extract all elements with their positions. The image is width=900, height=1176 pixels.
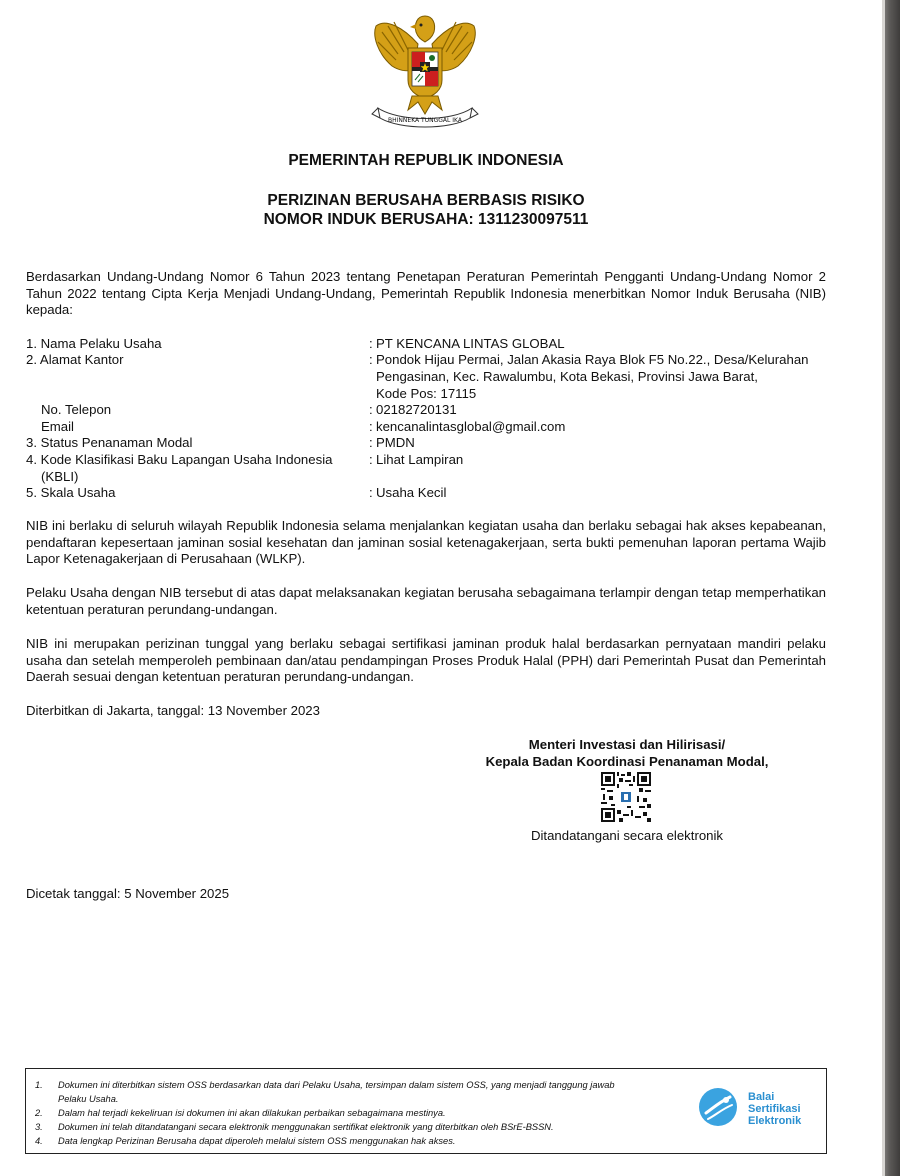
field-label: 5. Skala Usaha bbox=[26, 485, 116, 500]
field-value: Pengasinan, Kec. Rawalumbu, Kota Bekasi, Provinsi Jawa Barat, bbox=[376, 369, 758, 384]
signatory-title-line-1: Menteri Investasi dan Hilirisasi/ bbox=[528, 737, 726, 752]
qr-code-icon bbox=[601, 772, 651, 822]
footnote-number: 3. bbox=[35, 1122, 43, 1132]
field-label: 3. Status Penanaman Modal bbox=[26, 435, 193, 450]
signatory-title-line-2: Kepala Badan Koordinasi Penanaman Modal, bbox=[485, 754, 769, 769]
field-value: PMDN bbox=[376, 435, 415, 450]
field-label: (KBLI) bbox=[41, 469, 79, 484]
bsre-name-line-2: Sertifikasi bbox=[748, 1103, 801, 1115]
government-name: PEMERINTAH REPUBLIK INDONESIA bbox=[288, 152, 564, 169]
field-value: Kode Pos: 17115 bbox=[376, 386, 477, 401]
footer-notes-box bbox=[25, 1068, 827, 1154]
intro-paragraph: Berdasarkan Undang-Undang Nomor 6 Tahun 2023 tentang Penetapan Peraturan Pemerintah Pengganti Undang-Undang Nomor 2 Tahun 2022 tentang Cipta Kerja Menjadi Undang-Undang, Pemerintah Republik Indonesia menerbitkan Nomor Induk Berusaha (NIB) kepada: bbox=[26, 269, 826, 317]
footnote-text: Dokumen ini telah ditandatangani secara elektronik menggunakan sertifikat elektronik yang diterbitkan oleh BSrE-BSSN. bbox=[58, 1122, 554, 1132]
background-edge bbox=[882, 0, 900, 1176]
field-value: Lihat Lampiran bbox=[376, 452, 464, 467]
bsre-logo-icon bbox=[698, 1087, 738, 1127]
field-colon: : bbox=[369, 485, 373, 500]
garuda-emblem-icon bbox=[368, 10, 482, 132]
field-colon: : bbox=[369, 352, 373, 367]
field-value: PT KENCANA LINTAS GLOBAL bbox=[376, 336, 565, 351]
field-value: 02182720131 bbox=[376, 402, 457, 417]
field-value: kencanalintasglobal@gmail.com bbox=[376, 419, 566, 434]
field-label: 4. Kode Klasifikasi Baku Lapangan Usaha Indonesia bbox=[26, 452, 333, 467]
paragraph-halal-certification: NIB ini merupakan perizinan tunggal yang berlaku sebagai sertifikasi jaminan produk halal berdasarkan pernyataan mandiri pelaku usaha dan setelah memperoleh pembinaan dan/atau pendampingan Proses Produk Halal (PPH) dari Pemerintah Pusat dan Pemerintah Daerah sesuai dengan ketentuan peraturan perundang-undangan. bbox=[26, 636, 826, 684]
footnote-item bbox=[35, 1121, 695, 1135]
footnote-text: Pelaku Usaha. bbox=[58, 1094, 119, 1104]
field-label: Email bbox=[41, 419, 74, 434]
field-colon: : bbox=[369, 419, 373, 434]
issued-date: Diterbitkan di Jakarta, tanggal: 13 November 2023 bbox=[26, 703, 320, 718]
emblem-motto: BHINNEKA TUNGGAL IKA bbox=[388, 117, 462, 124]
footnote-number: 2. bbox=[35, 1108, 43, 1118]
field-colon: : bbox=[369, 452, 373, 467]
footnote-item bbox=[35, 1135, 695, 1149]
printed-date: Dicetak tanggal: 5 November 2025 bbox=[26, 886, 230, 901]
document-title: PERIZINAN BERUSAHA BERBASIS RISIKO bbox=[267, 192, 585, 209]
bsre-name bbox=[748, 1091, 801, 1127]
footnote-number: 1. bbox=[35, 1080, 43, 1090]
footnote-text: Dokumen ini diterbitkan sistem OSS berdasarkan data dari Pelaku Usaha, tersimpan dalam sistem OSS, yang menjadi tanggung jawab bbox=[58, 1080, 615, 1090]
footnote-number: 4. bbox=[35, 1136, 43, 1146]
footnote-item bbox=[35, 1107, 695, 1121]
bsre-name-line-1: Balai bbox=[748, 1091, 775, 1103]
nib-number: NOMOR INDUK BERUSAHA: 1311230097511 bbox=[263, 211, 589, 228]
footnote-item bbox=[35, 1093, 695, 1107]
paragraph-business-activity: Pelaku Usaha dengan NIB tersebut di atas dapat melaksanakan kegiatan berusaha sebagaimana terlampir dengan tetap memperhatikan ketentuan peraturan perundang-undangan. bbox=[26, 585, 826, 617]
bsre-name-line-3: Elektronik bbox=[748, 1115, 802, 1127]
field-value: Pondok Hijau Permai, Jalan Akasia Raya Blok F5 No.22., Desa/Kelurahan bbox=[376, 352, 809, 367]
field-label: No. Telepon bbox=[41, 402, 112, 417]
field-colon: : bbox=[369, 402, 373, 417]
paragraph-validity: NIB ini berlaku di seluruh wilayah Republik Indonesia selama menjalankan kegiatan usaha dan berlaku sebagai hak akses kepabeanan, pendaftaran kepesertaan jaminan sosial kesehatan dan jaminan sosial ketenagakerjaan, serta bukti pemenuhan laporan pertama Wajib Lapor Ketenagakerjaan di Perusahaan (WLKP). bbox=[26, 518, 826, 566]
field-label: 1. Nama Pelaku Usaha bbox=[26, 336, 162, 351]
footnote-item bbox=[35, 1079, 695, 1093]
footnote-text: Dalam hal terjadi kekeliruan isi dokumen ini akan dilakukan perbaikan sebagaimana mestinya. bbox=[58, 1108, 446, 1118]
field-colon: : bbox=[369, 435, 373, 450]
signature-block bbox=[450, 736, 804, 770]
electronic-signature-note: Ditandatangani secara elektronik bbox=[530, 828, 724, 843]
field-colon: : bbox=[369, 336, 373, 351]
field-value: Usaha Kecil bbox=[376, 485, 447, 500]
field-label: 2. Alamat Kantor bbox=[26, 352, 124, 367]
footnote-text: Data lengkap Perizinan Berusaha dapat diperoleh melalui sistem OSS menggunakan hak akses. bbox=[58, 1136, 456, 1146]
